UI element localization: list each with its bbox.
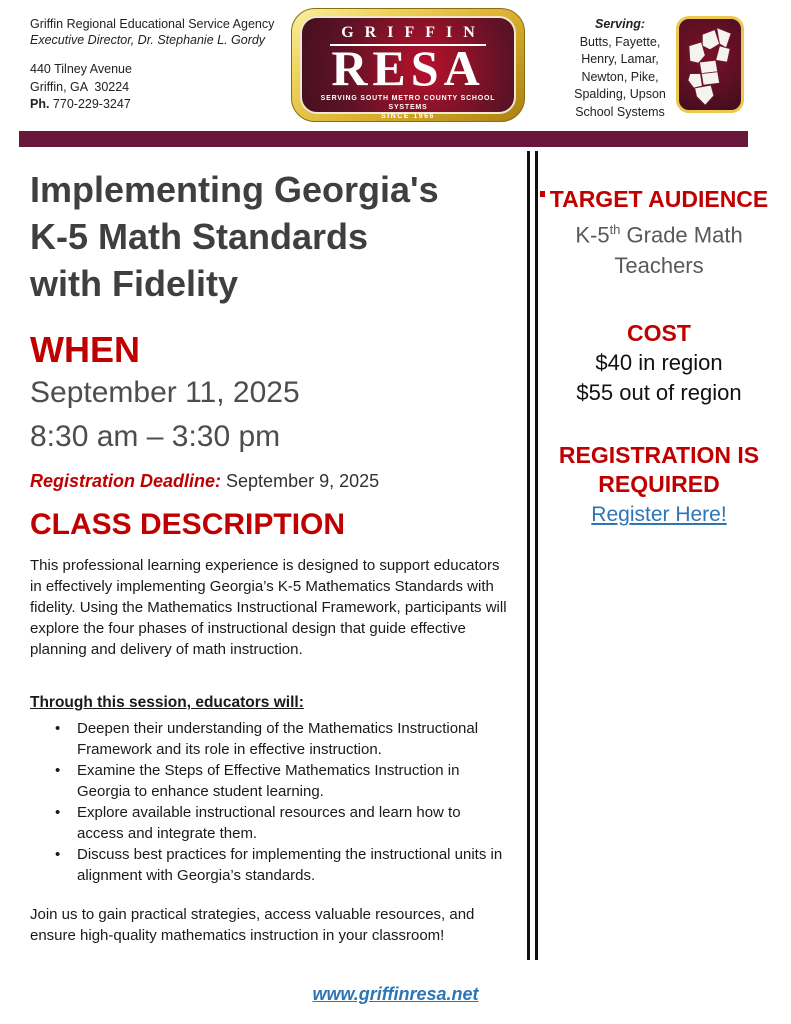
registration-deadline-value: September 9, 2025 (221, 471, 380, 491)
logo-since: SINCE 1966 (381, 113, 435, 120)
county-map-icon (676, 16, 744, 113)
title-line: Implementing Georgia's (30, 169, 439, 210)
serving-line: School Systems (575, 104, 665, 119)
event-date: September 11, 2025 (30, 376, 300, 409)
agency-name: Griffin Regional Educational Service Agency (30, 17, 275, 31)
target-audience-heading: TARGET AUDIENCE (549, 186, 769, 212)
registration-deadline (30, 469, 512, 493)
list-item: • Discuss best practices for implementing the instructional units in alignment with Georgia’s standards. (77, 844, 509, 886)
event-time: 8:30 am – 3:30 pm (30, 420, 281, 453)
serving-line: Spalding, Upson (574, 87, 666, 101)
phone-number: 770-229-3247 (49, 97, 131, 111)
address-line2: Griffin, GA 30224 (30, 79, 130, 94)
registration-deadline-label: Registration Deadline: (30, 471, 222, 491)
closing-paragraph: Join us to gain practical strategies, access valuable resources, and ensure high-quality mathematics instruction in your classroom! (30, 906, 475, 944)
logo-tagline: SERVING SOUTH METRO COUNTY SCHOOL SYSTEMS (320, 95, 496, 111)
main-content (30, 160, 512, 946)
list-item: • Explore available instructional resources and learn how to access and integrate them. (77, 802, 509, 844)
audience-grade-sup: th (609, 222, 621, 237)
page-title (30, 160, 512, 307)
serving-line: Henry, Lamar, (581, 52, 659, 66)
serving-line: Butts, Fayette, (579, 34, 661, 49)
registration-required-line1: REGISTRATION IS (558, 442, 760, 469)
logo-griffin-text: GRIFFIN (330, 24, 486, 46)
title-line: K-5 Math Standards (30, 216, 369, 257)
website-link[interactable]: www.griffinresa.net (312, 984, 479, 1004)
contact-block (30, 16, 295, 114)
audience-subject: Grade Math (620, 222, 743, 248)
cost-heading: COST (627, 320, 691, 347)
registration-required-line2: REQUIRED (598, 471, 720, 498)
page-footer (0, 984, 791, 1005)
executive-director: Executive Director, Dr. Stephanie L. Gordy (30, 33, 266, 47)
phone-label: Ph. (30, 97, 50, 111)
target-audience-line1 (543, 214, 775, 250)
cost-out-of-region: $55 out of region (576, 380, 742, 406)
session-outcomes-list (30, 718, 512, 886)
audience-grade-range: K-5 (575, 222, 610, 248)
when-heading: WHEN (30, 329, 140, 370)
resa-logo-inner (300, 16, 516, 120)
register-here-link[interactable]: Register Here! (591, 503, 727, 527)
address-block (30, 61, 295, 114)
title-line: with Fidelity (30, 263, 239, 304)
logo-resa-text: RESA (331, 40, 485, 96)
class-description-intro: This professional learning experience is designed to support educators in effectively implementing Georgia’s K-5 Mathematics Standards with fidelity. Using the Mathematics Instructional Framework, participants will explore the four phases of instructional design that guide effective planning and delivery of math instruction. (30, 557, 507, 658)
serving-block (566, 16, 674, 121)
target-audience-line2: Teachers (614, 253, 704, 279)
list-item: • Deepen their understanding of the Mathematics Instructional Framework and its role in effective instruction. (77, 718, 509, 760)
serving-label: Serving: (594, 17, 645, 31)
info-sidebar (543, 185, 775, 529)
phone-line (30, 96, 295, 114)
cost-in-region: $40 in region (595, 350, 723, 376)
header-divider-bar (19, 131, 748, 147)
resa-logo (291, 8, 525, 122)
address-line1: 440 Tilney Avenue (30, 62, 132, 76)
class-description-heading: CLASS DESCRIPTION (30, 508, 346, 541)
session-outcomes-heading: Through this session, educators will: (30, 694, 304, 711)
vertical-double-rule (527, 151, 538, 960)
list-item: • Examine the Steps of Effective Mathematics Instruction in Georgia to enhance student learning. (77, 760, 509, 802)
serving-line: Newton, Pike, (581, 69, 659, 84)
